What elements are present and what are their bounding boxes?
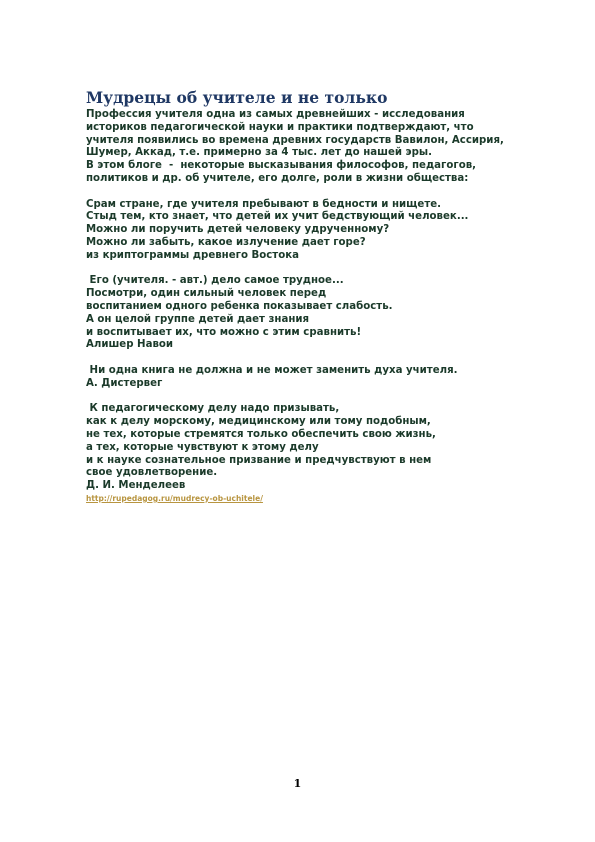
text-line: В этом блоге - некоторые высказывания философов, педагогов, — [86, 160, 477, 172]
quote-line: Стыд тем, кто знает, что детей их учит бедствующий человек... — [86, 211, 469, 223]
quote-line: и к науке сознательное призвание и предчувствуют в нем — [86, 454, 432, 466]
text-line: политиков и др. об учителе, его долге, роли в жизни общества: — [86, 172, 469, 184]
text-line: историков педагогической науки и практики подтверждают, что — [86, 121, 474, 133]
text-line: учителя появились во времена древних государств Вавилон, Ассирия, — [86, 134, 504, 146]
blank-line — [86, 263, 566, 276]
quote-line: Ни одна книга не должна и не может заменить духа учителя. — [86, 364, 458, 376]
quote-author: из криптограммы древнего Востока — [86, 249, 299, 261]
blank-line — [86, 352, 566, 365]
quote-line: Можно ли поручить детей человеку удрученному? — [86, 224, 390, 236]
source-link[interactable]: http://rupedagog.ru/mudrecy-ob-uchitele/ — [86, 493, 263, 503]
quote-line: К педагогическому делу надо призывать, — [86, 403, 340, 415]
quote-line: Срам стране, где учителя пребывают в бедности и нищете. — [86, 198, 442, 210]
quote-author: А. Дистервег — [86, 377, 163, 389]
page-number: 1 — [293, 777, 302, 790]
quote-line: и воспитывает их, что можно с этим сравнить! — [86, 326, 362, 338]
quote-line: свое удовлетворение. — [86, 467, 218, 479]
quote-line: как к делу морскому, медицинскому или тому подобным, — [86, 416, 431, 428]
blank-line — [86, 186, 566, 199]
blank-line — [86, 391, 566, 404]
page-title: Мудрецы об учителе и не только — [86, 88, 388, 107]
quote-author: Д. И. Менделеев — [86, 480, 186, 492]
quote-line: Посмотри, один сильный человек перед — [86, 288, 327, 300]
quote-line: не тех, которые стремятся только обеспечить свою жизнь, — [86, 428, 436, 440]
text-line: Шумер, Аккад, т.е. примерно за 4 тыс. лет до нашей эры. — [86, 147, 432, 159]
text-line: Профессия учителя одна из самых древнейших - исследования — [86, 109, 465, 120]
quote-line: Его (учителя. - авт.) дело самое трудное... — [86, 275, 344, 287]
body-text — [86, 109, 566, 504]
quote-line: Можно ли забыть, какое излучение дает горе? — [86, 236, 366, 248]
quote-line: А он целой группе детей дает знания — [86, 313, 310, 325]
quote-line: а тех, которые чувствуют к этому делу — [86, 441, 319, 453]
quote-author: Алишер Навои — [86, 339, 174, 351]
quote-line: воспитанием одного ребенка показывает слабость. — [86, 300, 393, 312]
